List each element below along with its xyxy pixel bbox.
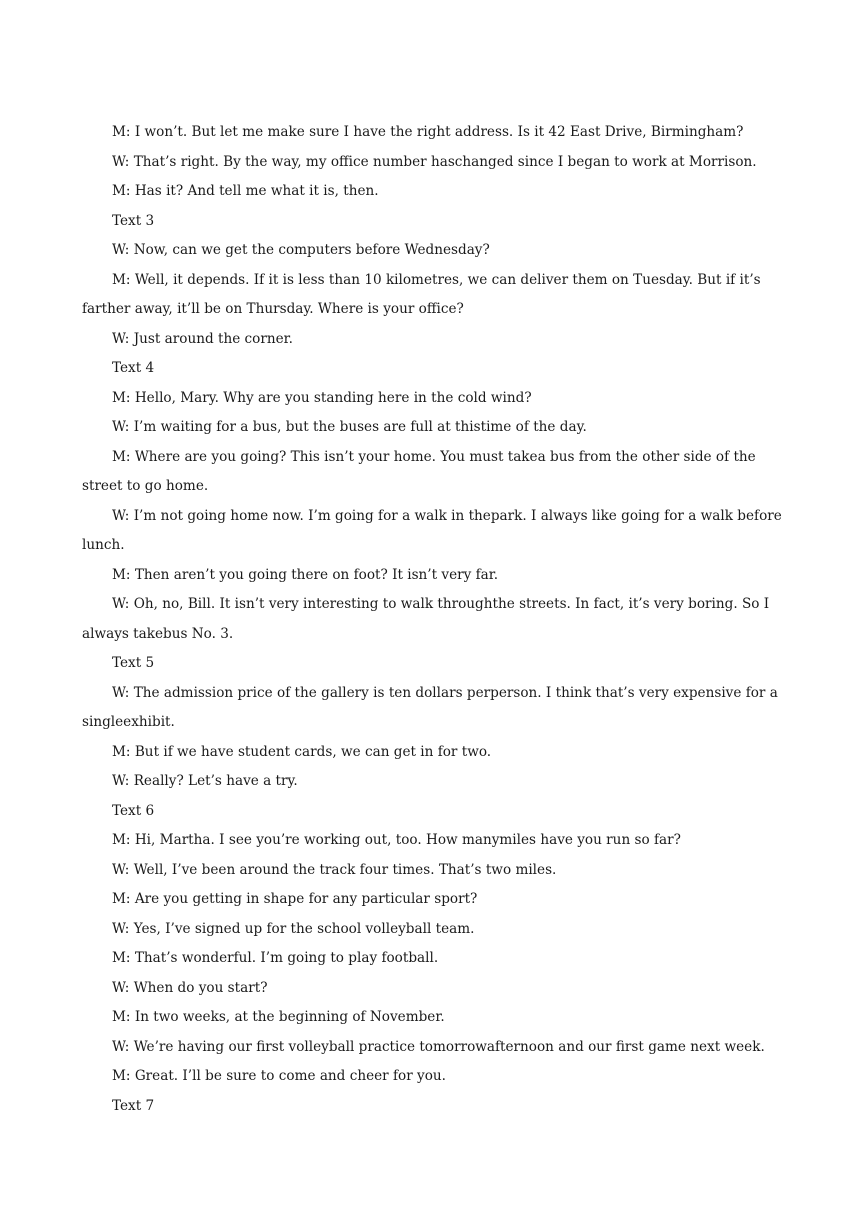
- dialogue-line: W: When do you start?: [112, 979, 268, 996]
- dialogue-line: M: In two weeks, at the beginning of November.: [112, 1009, 445, 1025]
- dialogue-line: M: Hello, Mary. Why are you standing here in the cold wind?: [112, 389, 532, 406]
- dialogue-line: M: Well, it depends. If it is less than 10 kilometres, we can deliver them on Tuesday. But if it’s farther away, it’ll be on Thursday. Where is your office?: [82, 271, 761, 317]
- dialogue-line: M: But if we have student cards, we can get in for two.: [112, 743, 492, 760]
- document-page: [82, 118, 782, 1121]
- dialogue-line: M: Great. I’ll be sure to come and cheer for you.: [112, 1068, 446, 1084]
- dialogue-line: W: Just around the corner.: [112, 330, 293, 347]
- dialogue-line: M: Are you getting in shape for any particular sport?: [112, 891, 478, 907]
- dialogue-line: M: Has it? And tell me what it is, then.: [112, 183, 379, 199]
- section-heading: Text 5: [112, 655, 155, 671]
- dialogue-line: W: Yes, I’ve signed up for the school volleyball team.: [112, 920, 475, 937]
- dialogue-line: W: The admission price of the gallery is ten dollars perperson. I think that’s very expensive for a singleexhibit.: [82, 684, 778, 730]
- section-heading: Text 4: [112, 360, 155, 376]
- section-heading: Text 7: [112, 1097, 155, 1114]
- dialogue-line: W: I’m waiting for a bus, but the buses are full at thistime of the day.: [112, 419, 587, 435]
- dialogue-line: W: Now, can we get the computers before Wednesday?: [112, 242, 490, 258]
- dialogue-line: M: I won’t. But let me make sure I have the right address. Is it 42 East Drive, Birmingham?: [112, 124, 744, 140]
- section-heading: Text 6: [112, 802, 155, 819]
- dialogue-line: M: That’s wonderful. I’m going to play football.: [112, 950, 439, 966]
- dialogue-line: W: Well, I’ve been around the track four times. That’s two miles.: [112, 861, 557, 878]
- dialogue-line: W: Really? Let’s have a try.: [112, 773, 298, 789]
- dialogue-line: M: Where are you going? This isn’t your home. You must takea bus from the other side of the street to go home.: [82, 448, 756, 494]
- dialogue-line: M: Hi, Martha. I see you’re working out, too. How manymiles have you run so far?: [112, 832, 681, 848]
- section-heading: Text 3: [112, 212, 155, 229]
- dialogue-line: M: Then aren’t you going there on foot? It isn’t very far.: [112, 566, 499, 583]
- dialogue-line: W: We’re having our first volleyball practice tomorrowafternoon and our first game next week.: [112, 1038, 765, 1055]
- dialogue-line: W: I’m not going home now. I’m going for a walk in thepark. I always like going for a walk before lunch.: [82, 507, 782, 553]
- dialogue-line: W: That’s right. By the way, my office number haschanged since I began to work at Morrison.: [112, 153, 757, 170]
- dialogue-line: W: Oh, no, Bill. It isn’t very interesting to walk throughthe streets. In fact, it’s very boring. So I always takebus No. 3.: [82, 596, 770, 642]
